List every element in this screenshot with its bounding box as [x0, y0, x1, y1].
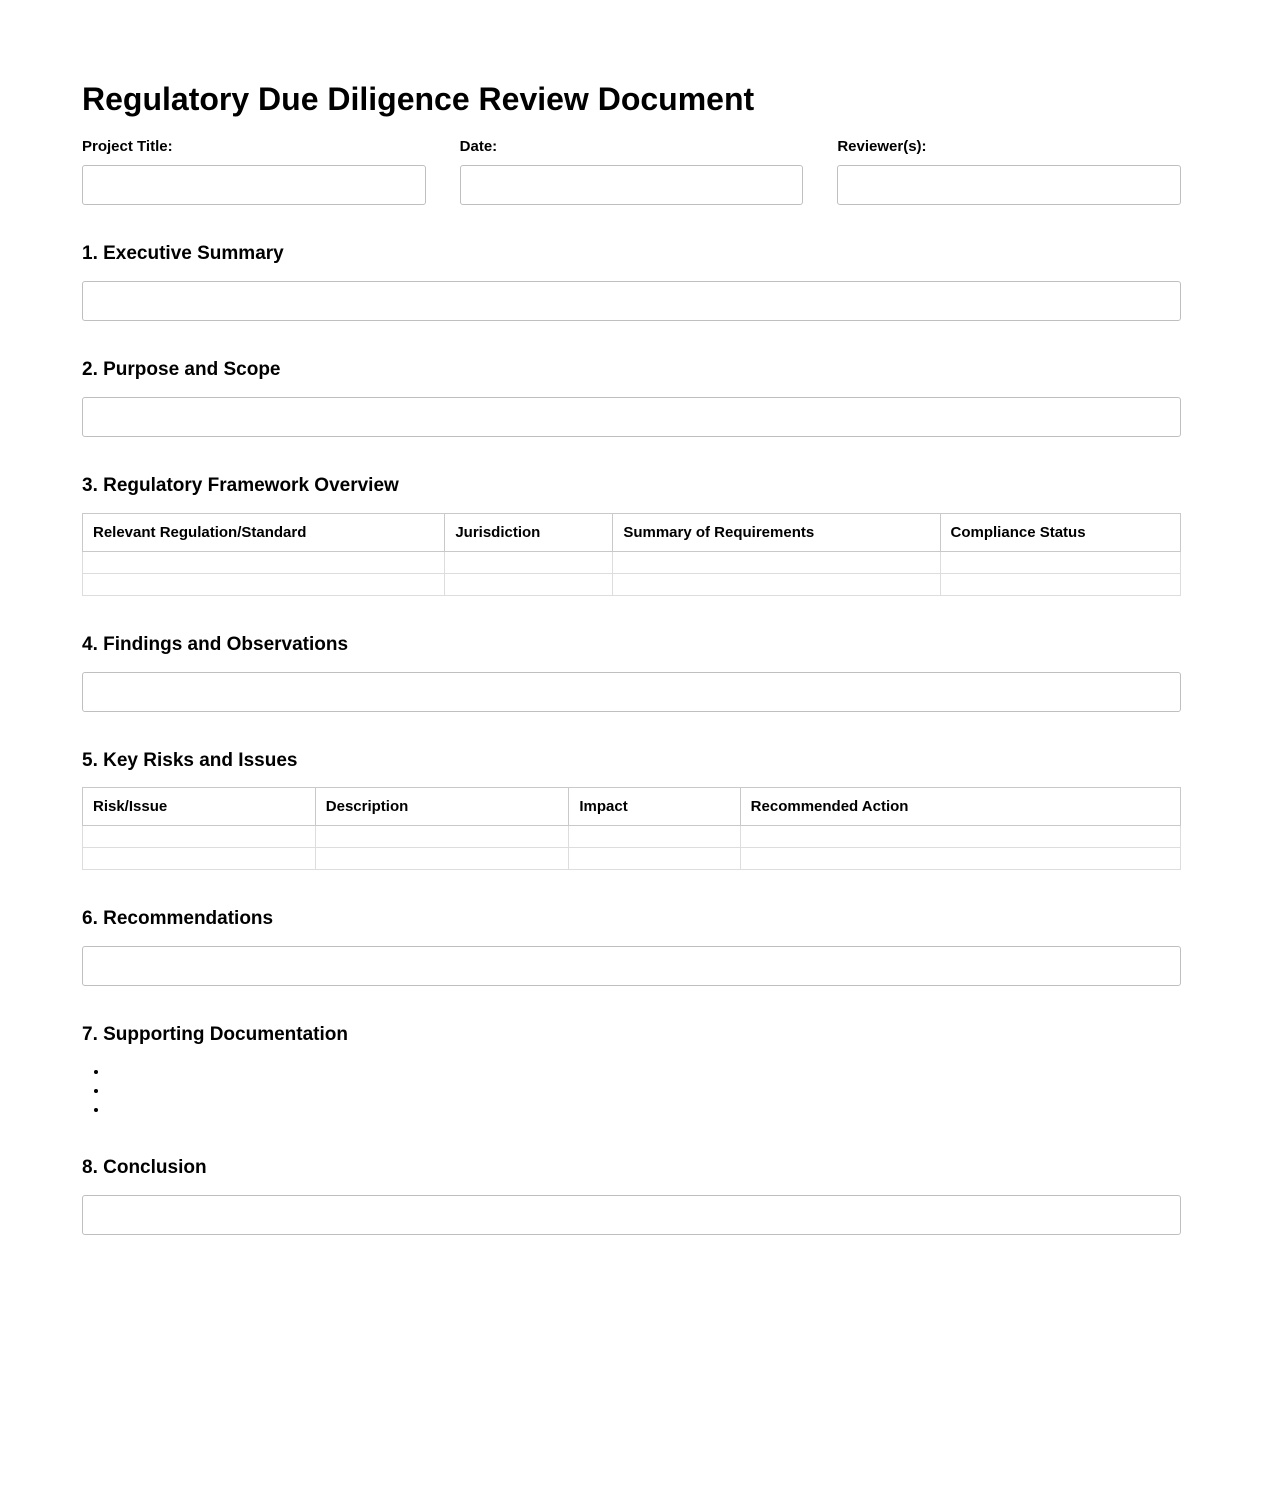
- table-row: [83, 551, 1181, 573]
- table-cell[interactable]: [613, 551, 940, 573]
- findings-input[interactable]: [82, 672, 1181, 712]
- key-risks-heading: 5. Key Risks and Issues: [82, 749, 298, 771]
- column-header-regulation: Relevant Regulation/Standard: [83, 513, 445, 551]
- executive-summary-heading: 1. Executive Summary: [82, 243, 284, 265]
- table-cell[interactable]: [315, 848, 569, 870]
- reviewers-label: Reviewer(s):: [837, 138, 927, 156]
- list-item: [109, 1062, 1181, 1081]
- table-row: [83, 573, 1181, 595]
- table-cell[interactable]: [83, 551, 445, 573]
- section-regulatory-framework-overview: [82, 475, 1181, 596]
- recommendations-input[interactable]: [82, 946, 1181, 986]
- table-cell[interactable]: [569, 848, 740, 870]
- table-cell[interactable]: [83, 573, 445, 595]
- column-header-description: Description: [315, 788, 569, 826]
- column-header-compliance-status: Compliance Status: [940, 513, 1180, 551]
- section-findings-and-observations: [82, 634, 1181, 712]
- table-cell[interactable]: [315, 826, 569, 848]
- section-key-risks-and-issues: [82, 750, 1181, 871]
- section-executive-summary: [82, 243, 1181, 321]
- purpose-and-scope-heading: 2. Purpose and Scope: [82, 359, 281, 381]
- section-purpose-and-scope: [82, 359, 1181, 437]
- recommendations-heading: 6. Recommendations: [82, 908, 274, 930]
- column-header-risk-issue: Risk/Issue: [83, 788, 316, 826]
- regulatory-framework-table: [82, 513, 1181, 596]
- table-cell[interactable]: [569, 826, 740, 848]
- findings-heading: 4. Findings and Observations: [82, 633, 349, 655]
- column-header-jurisdiction: Jurisdiction: [445, 513, 613, 551]
- table-header-row: [83, 513, 1181, 551]
- header-fields: [82, 138, 1181, 205]
- table-cell[interactable]: [83, 848, 316, 870]
- column-header-recommended-action: Recommended Action: [740, 788, 1180, 826]
- table-header-row: [83, 788, 1181, 826]
- column-header-impact: Impact: [569, 788, 740, 826]
- table-cell[interactable]: [445, 551, 613, 573]
- table-row: [83, 848, 1181, 870]
- column-header-requirements: Summary of Requirements: [613, 513, 940, 551]
- section-supporting-documentation: [82, 1024, 1181, 1119]
- table-cell[interactable]: [740, 848, 1180, 870]
- table-row: [83, 826, 1181, 848]
- reviewers-input[interactable]: [837, 165, 1181, 205]
- section-recommendations: [82, 908, 1181, 986]
- table-cell[interactable]: [940, 551, 1180, 573]
- list-item: [109, 1100, 1181, 1119]
- table-cell[interactable]: [83, 826, 316, 848]
- project-title-input[interactable]: [82, 165, 426, 205]
- field-reviewers: [837, 138, 1181, 205]
- executive-summary-input[interactable]: [82, 281, 1181, 321]
- conclusion-input[interactable]: [82, 1195, 1181, 1235]
- list-item: [109, 1081, 1181, 1100]
- key-risks-table: [82, 787, 1181, 870]
- date-input[interactable]: [460, 165, 804, 205]
- table-cell[interactable]: [613, 573, 940, 595]
- table-cell[interactable]: [940, 573, 1180, 595]
- field-project-title: [82, 138, 426, 205]
- field-date: [460, 138, 804, 205]
- table-cell[interactable]: [445, 573, 613, 595]
- date-label: Date:: [459, 138, 498, 156]
- project-title-label: Project Title:: [82, 138, 173, 156]
- regulatory-framework-heading: 3. Regulatory Framework Overview: [82, 474, 399, 496]
- supporting-documentation-heading: 7. Supporting Documentation: [82, 1024, 348, 1046]
- table-cell[interactable]: [740, 826, 1180, 848]
- conclusion-heading: 8. Conclusion: [82, 1156, 207, 1178]
- purpose-and-scope-input[interactable]: [82, 397, 1181, 437]
- supporting-documentation-list: [82, 1062, 1181, 1119]
- section-conclusion: [82, 1157, 1181, 1235]
- page-title: Regulatory Due Diligence Review Document: [82, 81, 755, 117]
